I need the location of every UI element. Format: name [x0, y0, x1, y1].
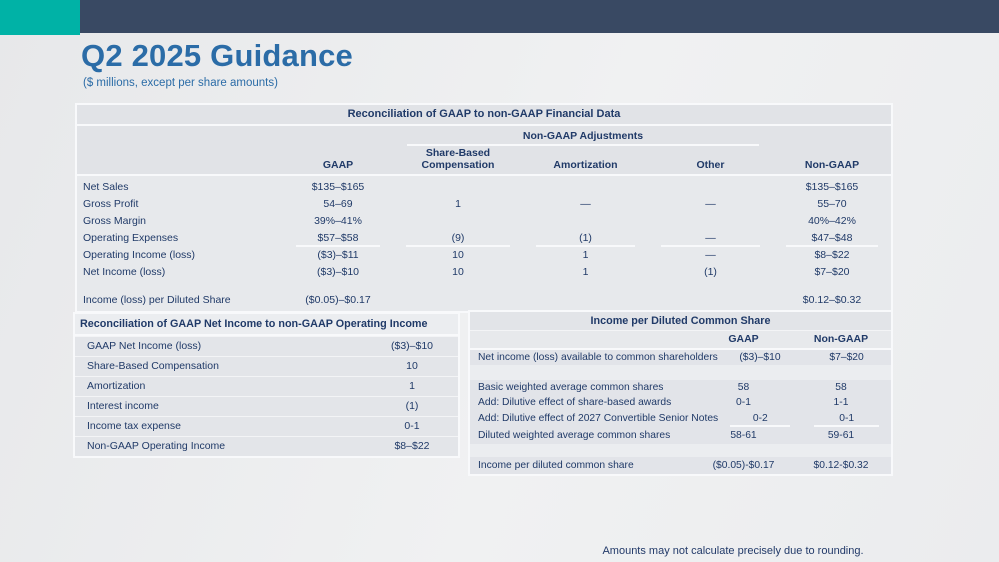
table-row	[75, 376, 458, 396]
table-row	[77, 179, 891, 196]
cell-non-gaap: 58	[835, 382, 847, 393]
row-label: Interest income	[87, 400, 159, 412]
spacer-row	[470, 444, 891, 457]
row-label: Gross Margin	[83, 215, 147, 227]
cell-non-gaap: $47–$48	[773, 230, 891, 247]
top-navy-bar	[0, 0, 999, 33]
adjustments-group-header: Non-GAAP Adjustments	[393, 129, 773, 144]
column-header-amortization: Amortization	[553, 159, 618, 171]
table-row	[77, 213, 891, 230]
row-label: Net Income (loss)	[83, 266, 166, 278]
cell-gaap: 58	[737, 382, 750, 393]
cell-other	[648, 179, 773, 196]
row-value: 0-1	[404, 420, 420, 432]
cell-non-gaap: $8–$22	[814, 249, 850, 261]
table-row	[75, 336, 458, 356]
cell-gaap: $135–$165	[311, 181, 365, 193]
cell-amortization: 1	[582, 249, 589, 261]
cell-amortization: 1	[582, 266, 589, 278]
table-row	[77, 247, 891, 264]
table-row	[75, 416, 458, 436]
table-row	[75, 356, 458, 376]
cell-sbc: 10	[452, 266, 464, 278]
cell-gaap: ($0.05)-$0.17	[712, 460, 775, 471]
cell-other	[648, 292, 773, 309]
row-label: Operating Expenses	[83, 232, 179, 244]
table-row	[75, 396, 458, 416]
row-value: $8–$22	[394, 440, 430, 452]
empty-cell	[470, 331, 696, 348]
row-label: Gross Profit	[83, 198, 139, 210]
empty-cell	[77, 129, 283, 144]
cell-non-gaap: 0-1	[802, 410, 891, 427]
rounding-footnote: Amounts may not calculate precisely due to rounding.	[602, 545, 864, 557]
row-label: Add: Dilutive effect of 2027 Convertible Senior Notes	[478, 413, 719, 424]
cell-amortization: (1)	[523, 230, 648, 247]
cell-amortization	[523, 213, 648, 230]
cell-gaap: ($3)–$10	[316, 266, 360, 278]
cell-non-gaap: 55–70	[817, 198, 847, 210]
cell-other	[648, 213, 773, 230]
cell-gaap: ($0.05)–$0.17	[305, 294, 371, 306]
empty-cell	[283, 129, 393, 144]
cell-sbc	[393, 292, 523, 309]
row-label: GAAP Net Income (loss)	[87, 340, 202, 352]
diluted-share-table	[468, 310, 893, 476]
cell-gaap: ($3)–$11	[317, 249, 359, 261]
row-label: Income tax expense	[87, 420, 181, 432]
row-value: (1)	[405, 400, 419, 412]
adjustments-group-row	[77, 129, 891, 144]
gaap-reconciliation-table	[75, 103, 893, 313]
table-row	[75, 436, 458, 456]
cell-non-gaap: $135–$165	[805, 181, 859, 193]
gaap-reconciliation-table-header	[77, 126, 891, 176]
gaap-reconciliation-table-body	[77, 176, 891, 311]
row-label: Operating Income (loss)	[83, 249, 196, 261]
cell-other: —	[705, 249, 716, 261]
table-row	[470, 410, 891, 427]
cell-other: (1)	[704, 266, 717, 278]
row-label: Amortization	[87, 380, 146, 392]
cell-non-gaap: $0.12–$0.32	[802, 294, 862, 306]
row-label: Income per diluted common share	[478, 460, 634, 471]
cell-non-gaap: $7–$20	[829, 352, 864, 363]
cell-non-gaap: 59-61	[827, 430, 855, 441]
page-title: Q2 2025 Guidance	[81, 38, 353, 73]
cell-gaap: $57–$58	[283, 230, 393, 247]
operating-income-table-title: Reconciliation of GAAP Net Income to non-GAAP Operating Income	[75, 314, 458, 336]
table-row	[470, 427, 891, 444]
row-label: Net income (loss) available to common shareholders	[478, 352, 718, 363]
table-row	[470, 395, 891, 410]
table-row	[470, 380, 891, 395]
table-row	[77, 196, 891, 213]
cell-gaap: 0-2	[718, 410, 802, 427]
cell-other: —	[705, 198, 716, 210]
row-label: Non-GAAP Operating Income	[87, 440, 226, 452]
cell-gaap: 58-61	[730, 430, 757, 441]
table-row	[77, 292, 891, 309]
row-label: Share-Based Compensation	[87, 360, 219, 372]
column-header-row	[77, 144, 891, 174]
cell-sbc: 1	[455, 198, 461, 210]
row-label: Add: Dilutive effect of share-based awards	[478, 397, 672, 408]
table-row	[470, 350, 891, 365]
cell-amortization	[523, 179, 648, 196]
row-value: ($3)–$10	[390, 340, 434, 352]
gaap-reconciliation-table-title: Reconciliation of GAAP to non-GAAP Financial Data	[77, 105, 891, 126]
table-row	[77, 264, 891, 281]
cell-non-gaap: $7–$20	[814, 266, 850, 278]
row-label: Basic weighted average common shares	[478, 382, 664, 393]
page-subtitle: ($ millions, except per share amounts)	[83, 77, 278, 89]
table-row	[470, 457, 891, 474]
cell-sbc	[393, 179, 523, 196]
cell-sbc	[393, 213, 523, 230]
cell-gaap: 0-1	[736, 397, 751, 408]
spacer-row	[77, 281, 891, 292]
table-row	[77, 230, 891, 247]
cell-amortization	[523, 292, 648, 309]
column-header-non-gaap: Non-GAAP	[813, 333, 869, 345]
column-header-gaap: GAAP	[728, 333, 759, 345]
column-header-share-based-compensation: Share-Based Compensation	[421, 147, 495, 171]
column-header-other: Other	[696, 159, 725, 171]
cell-gaap: 39%–41%	[314, 215, 362, 227]
column-header-non-gaap: Non-GAAP	[804, 159, 860, 171]
row-label: Diluted weighted average common shares	[478, 430, 671, 441]
cell-non-gaap: $0.12-$0.32	[813, 460, 869, 471]
teal-accent-square	[0, 0, 80, 35]
cell-sbc: 10	[452, 249, 464, 261]
row-label: Income (loss) per Diluted Share	[83, 294, 231, 306]
column-header-gaap: GAAP	[322, 159, 354, 171]
cell-sbc: (9)	[393, 230, 523, 247]
diluted-share-table-title: Income per Diluted Common Share	[470, 312, 891, 331]
cell-gaap: ($3)–$10	[739, 352, 781, 363]
cell-gaap: 54–69	[323, 198, 353, 210]
row-value: 10	[406, 360, 418, 372]
empty-cell	[773, 129, 891, 144]
operating-income-table	[73, 312, 460, 458]
cell-amortization: —	[580, 198, 591, 210]
row-value: 1	[409, 380, 415, 392]
cell-non-gaap: 40%–42%	[808, 215, 856, 227]
cell-non-gaap: 1-1	[833, 397, 849, 408]
row-label: Net Sales	[83, 181, 129, 193]
column-header-row	[470, 331, 891, 350]
spacer-row	[470, 365, 891, 380]
cell-other: —	[648, 230, 773, 247]
